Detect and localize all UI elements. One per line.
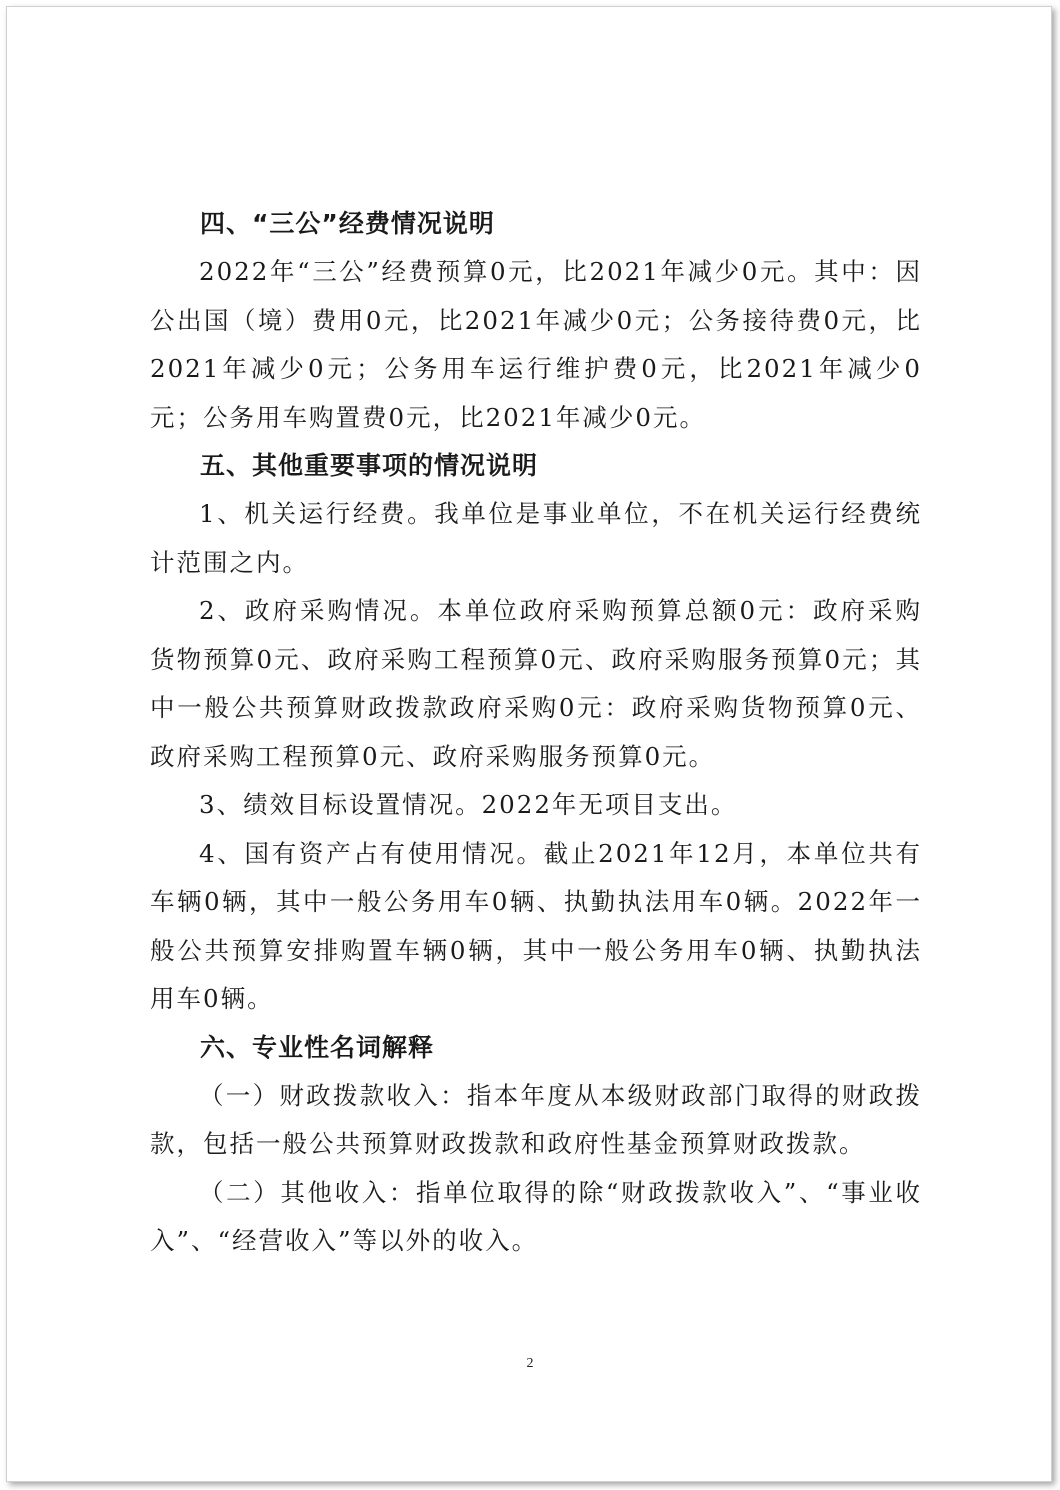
section-heading-san-gong: 四、“三公”经费情况说明 — [200, 209, 495, 238]
section-heading-glossary: 六、专业性名词解释 — [200, 1032, 435, 1062]
page-number: 2 — [526, 1356, 534, 1371]
section-heading-other-matters: 五、其他重要事项的情况说明 — [200, 451, 539, 480]
state-assets-paragraph: 4、国有资产占有使用情况。截止2021年12月，本单位共有车辆0辆，其中一般公务用车0辆、执勤执法用车0辆。2022年一般公共预算安排购置车辆0辆，其中一般公务用车0辆、执勤执法用车0辆。 — [150, 838, 922, 1013]
operating-expenses-paragraph: 1、机关运行经费。我单位是事业单位，不在机关运行经费统计范围之内。 — [150, 499, 922, 577]
glossary-other-income: （二）其他收入：指单位取得的除“财政拨款收入”、“事业收入”、“经营收入”等以外的收入。 — [150, 1177, 922, 1255]
san-gong-paragraph: 2022年“三公”经费预算0元，比2021年减少0元。其中：因公出国（境）费用0元，比2021年减少0元；公务接待费0元，比2021年减少0元；公务用车运行维护费0元，比2021年减少0元；公务用车购置费0元，比2021年减少0元。 — [150, 257, 922, 432]
document-body — [150, 200, 922, 1266]
glossary-fiscal-income: （一）财政拨款收入：指本年度从本级财政部门取得的财政拨款，包括一般公共预算财政拨款和政府性基金预算财政拨款。 — [150, 1080, 922, 1158]
performance-goals-paragraph: 3、绩效目标设置情况。2022年无项目支出。 — [199, 790, 738, 819]
procurement-paragraph: 2、政府采购情况。本单位政府采购预算总额0元：政府采购货物预算0元、政府采购工程预算0元、政府采购服务预算0元；其中一般公共预算财政拨款政府采购0元：政府采购货物预算0元、政府采购工程预算0元、政府采购服务预算0元。 — [150, 596, 922, 771]
